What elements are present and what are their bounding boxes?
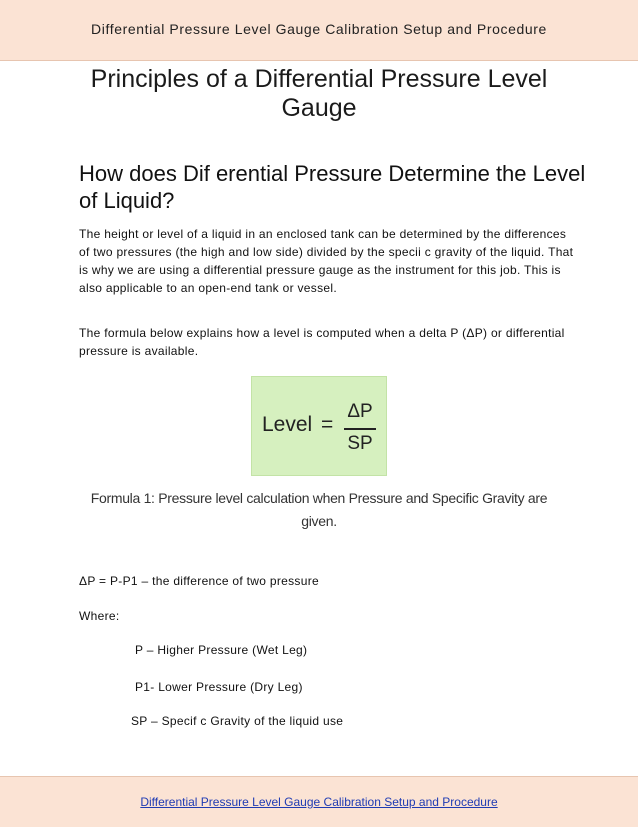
page-footer (0, 776, 638, 827)
definition-item-p: P – Higher Pressure (Wet Leg) (135, 643, 308, 657)
page-header (0, 0, 638, 61)
formula-denominator: SP (347, 433, 373, 454)
formula-numerator: ΔP (347, 401, 373, 422)
document-title: Principles of a Differential Pressure Level Gauge (90, 65, 548, 122)
where-label: Where: (79, 609, 120, 623)
formula-fraction-bar (344, 428, 376, 430)
formula-level-label: Level (262, 413, 313, 436)
formula-caption: Formula 1: Pressure level calculation when Pressure and Specific Gravity are given. (90, 490, 548, 529)
formula-equals-sign: = (321, 413, 334, 436)
section-heading: How does Dif erential Pressure Determine the Level of Liquid? (79, 161, 586, 213)
delta-p-definition: ΔP = P-P1 – the difference of two pressure (79, 574, 319, 588)
definition-item-p1: P1- Lower Pressure (Dry Leg) (135, 680, 303, 694)
definition-item-sp: SP – Specif c Gravity of the liquid use (131, 714, 344, 728)
header-title: Differential Pressure Level Gauge Calibration Setup and Procedure (91, 21, 547, 37)
formula-image (251, 376, 387, 476)
intro-paragraph: The height or level of a liquid in an enclosed tank can be determined by the differences of two pressures (the high and low side) divided by the specii c gravity of the liquid. That is why we are using a differential pressure gauge as the instrument for this job. This is also applicable to an open-end tank or vessel. (79, 227, 574, 295)
footer-link[interactable]: Differential Pressure Level Gauge Calibration Setup and Procedure (140, 795, 498, 809)
formula-intro-paragraph: The formula below explains how a level is computed when a delta P (ΔP) or differential pressure is available. (79, 326, 565, 358)
